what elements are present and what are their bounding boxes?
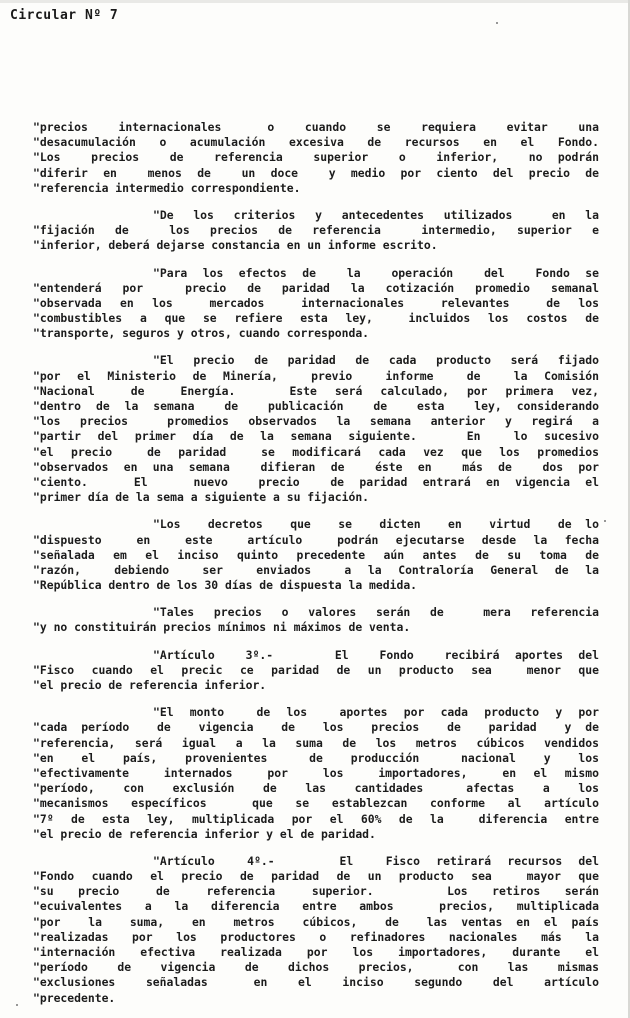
text-line: "los precios promedios observados la semana anterior y regirá a	[33, 414, 599, 429]
text-line: "Fondo cuando el precio de paridad de un producto sea mayor que	[33, 869, 599, 884]
text-line: "República dentro de los 30 días de dispuesta la medida.	[33, 578, 418, 593]
paragraph	[33, 208, 599, 254]
text-line: "período de vigencia de dichos precios, con las mismas	[33, 960, 599, 975]
text-line: "cada período de vigencia de los precios de paridad y de	[33, 720, 599, 735]
text-line: "Los decretos que se dicten en virtud de lo	[153, 517, 599, 532]
text-line: "primer día de la sema a siguiente a su fijación.	[33, 490, 370, 505]
text-line: "combustibles a que se refiere esta ley, incluidos los costos de	[33, 311, 599, 326]
text-line: "el precio de referencia inferior y el de paridad.	[33, 826, 376, 841]
text-line: "por la suma, en metros cúbicos, de las ventas en el país	[33, 914, 599, 929]
text-line: "mecanismos específicos que se establezcan conforme al artículo	[33, 796, 599, 811]
text-line: "su precio de referencia superior. Los retiros serán	[33, 884, 599, 899]
text-line: "el precio de referencia inferior.	[33, 678, 267, 692]
paragraph	[33, 120, 599, 196]
text-line: "diferir en menos de un doce y medio por ciento del precio de	[33, 165, 599, 180]
text-line: "ecuivalentes a la diferencia entre ambos precios, multiplicada	[33, 899, 599, 914]
text-line: "desacumulación o acumulación excesiva de recursos en el Fondo.	[33, 135, 599, 150]
text-line: "observados en una semana difieran de éste en más de dos por	[33, 459, 599, 474]
text-line: "el precio de paridad se modificará cada vez que los promedios	[33, 444, 599, 459]
text-line: "realizadas por los productores o refinadores nacionales más la	[33, 929, 599, 944]
text-line: "partir del primer día de la semana siguiente. En lo sucesivo	[33, 429, 599, 444]
text-line: "Artículo 3º.- El Fondo recibirá aportes del	[153, 647, 599, 662]
text-line: "ciento. El nuevo precio de paridad entrará en vigencia el	[33, 474, 599, 489]
text-line: "exclusiones señaladas en el inciso segundo del artículo	[33, 975, 599, 990]
text-line: "precedente.	[33, 990, 116, 1005]
text-line: "Los precios de referencia superior o inferior, no podrán	[33, 150, 599, 165]
paper-top-edge	[0, 0, 630, 3]
text-line: "entenderá por precio de paridad la cotización promedio semanal	[33, 280, 599, 295]
text-line: "dispuesto en este artículo podrán ejecutarse desde la fecha	[33, 532, 599, 547]
text-line: "internación efectiva realizada por los importadores, durante el	[33, 945, 599, 959]
text-line: "Para los efectos de la operación del Fondo se	[153, 265, 599, 280]
paragraph	[33, 854, 599, 1006]
text-line: "señalada em el inciso quinto precedente aún antes de su toma de	[33, 547, 599, 562]
paper-speck	[16, 1004, 18, 1006]
text-line: "en el país, provenientes de producción nacional y los	[33, 750, 599, 765]
text-line: "observada en los mercados internacionales relevantes de los	[33, 295, 599, 310]
text-line: "fijación de los precios de referencia intermedio, superior e	[33, 223, 599, 238]
text-line: "y no constituirán precios mínimos ni máximos de venta.	[33, 620, 411, 635]
text-line: "El precio de paridad de cada producto será fijado	[153, 353, 599, 368]
paragraph	[33, 648, 599, 694]
text-line: "período, con exclusión de las cantidades afectas a los	[33, 781, 599, 796]
text-line: "referencia intermedio correspondiente.	[33, 180, 301, 195]
text-line: "Nacional de Energía. Este será calculado, por primera vez,	[33, 383, 599, 398]
paragraph	[33, 266, 599, 342]
text-line: "Artículo 4º.- El Fisco retirará recursos del	[153, 853, 599, 868]
document-body	[33, 120, 599, 1018]
paragraph	[33, 353, 599, 505]
text-line: "precios internacionales o cuando se requiera evitar una	[33, 120, 599, 134]
text-line: "por el Ministerio de Minería, previo informe de la Comisión	[33, 368, 599, 383]
text-line: "Fisco cuando el precic ce paridad de un producto sea menor que	[33, 662, 599, 677]
text-line: "razón, debiendo ser enviados a la Contraloría General de la	[33, 562, 599, 577]
paper-speck	[604, 520, 606, 522]
paragraph	[33, 705, 599, 842]
paragraph	[33, 517, 599, 593]
circular-number-header: Circular Nº 7	[10, 8, 119, 23]
text-line: "dentro de la semana de publicación de esta ley, considerando	[33, 399, 599, 413]
text-line: "efectivamente internados por los importadores, en el mismo	[33, 765, 599, 780]
text-line: "inferior, deberá dejarse constancia en un informe escrito.	[33, 238, 438, 253]
text-line: "referencia, será igual a la suma de los metros cúbicos vendidos	[33, 735, 599, 750]
paper-speck	[496, 22, 498, 24]
text-line: "7º de esta ley, multiplicada por el 60% de la diferencia entre	[33, 811, 599, 826]
text-line: "Tales precios o valores serán de mera referencia	[153, 605, 599, 620]
text-line: "De los criterios y antecedentes utilizados en la	[153, 207, 599, 222]
text-line: "transporte, seguros y otros, cuando corresponda.	[33, 326, 370, 341]
text-line: "El monto de los aportes por cada producto y por	[153, 705, 599, 720]
paragraph	[33, 605, 599, 635]
